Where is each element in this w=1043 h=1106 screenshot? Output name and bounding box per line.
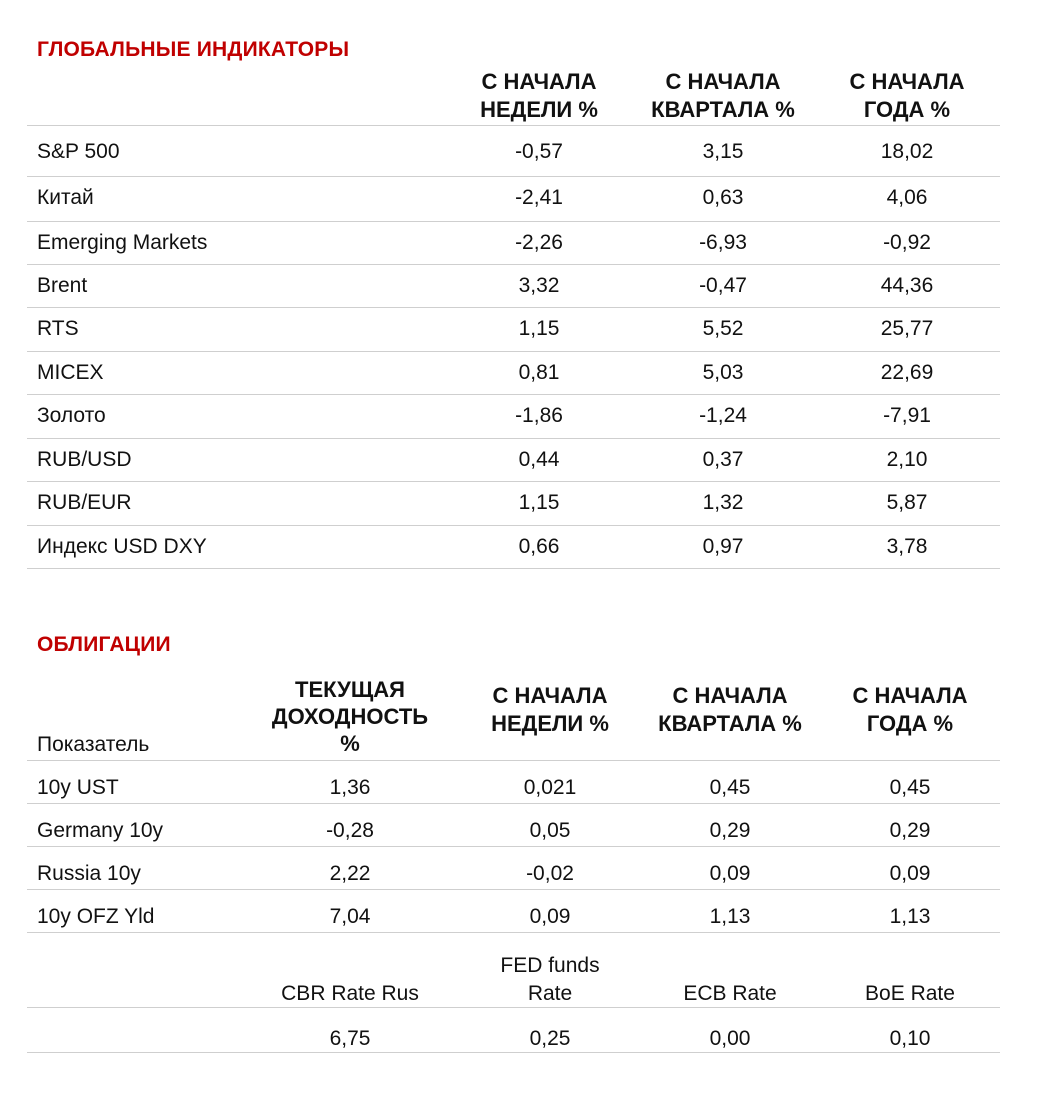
row-label: S&P 500 — [37, 140, 120, 163]
row-value: 22,69 — [880, 361, 934, 384]
header-line: КВАРТАЛА % — [658, 711, 802, 736]
header-line: ТЕКУЩАЯ — [295, 677, 405, 702]
row-value: 5,03 — [702, 361, 744, 384]
row-value: -1,24 — [699, 404, 747, 427]
header-line: Rate — [527, 982, 573, 1005]
table-row — [27, 804, 1000, 847]
row-value: 3,15 — [702, 140, 744, 163]
header-line: % — [340, 731, 360, 756]
row-value: 1,13 — [889, 905, 931, 928]
row-value: -0,02 — [526, 862, 574, 885]
row-value: -2,41 — [515, 186, 563, 209]
row-label: Китай — [37, 186, 94, 209]
rates-header-rule — [27, 1007, 1000, 1008]
row-value: 0,81 — [518, 361, 560, 384]
header-line: НЕДЕЛИ % — [491, 711, 609, 736]
row-value: 0,09 — [529, 905, 571, 928]
header-line: ГОДА % — [866, 711, 954, 736]
row-value: 3,78 — [886, 535, 928, 558]
row-value: -0,57 — [515, 140, 563, 163]
global-column-header — [480, 68, 598, 124]
row-label: MICEX — [37, 361, 104, 384]
rate-value: 6,75 — [329, 1027, 371, 1050]
row-value: -0,47 — [699, 274, 747, 297]
row-label: Germany 10y — [37, 819, 164, 842]
row-value: -1,86 — [515, 404, 563, 427]
row-value: 0,63 — [702, 186, 744, 209]
table-row — [27, 177, 1000, 222]
row-value: 1,32 — [702, 491, 744, 514]
table-row — [27, 126, 1000, 177]
table-row — [27, 482, 1000, 526]
table-row — [27, 265, 1000, 308]
bonds-column-header — [272, 676, 428, 757]
row-label: 10y UST — [37, 776, 119, 799]
table-row — [27, 761, 1000, 804]
global-column-header — [849, 68, 964, 124]
table-row — [27, 526, 1000, 569]
header-line: КВАРТАЛА % — [651, 97, 795, 122]
rate-value: 0,00 — [709, 1027, 751, 1050]
global-indicators-title: ГЛОБАЛЬНЫЕ ИНДИКАТОРЫ — [37, 38, 350, 61]
header-line: С НАЧАЛА — [665, 69, 781, 94]
rates-column-header — [281, 980, 419, 1008]
header-line: CBR Rate Rus — [281, 982, 419, 1005]
global-column-header — [651, 68, 795, 124]
bonds-first-header: Показатель — [37, 733, 150, 756]
row-value: 2,10 — [886, 448, 928, 471]
row-value: 0,44 — [518, 448, 560, 471]
row-label: Индекс USD DXY — [37, 535, 207, 558]
bonds-column-header — [491, 682, 609, 738]
row-value: 5,87 — [886, 491, 928, 514]
row-label: Russia 10y — [37, 862, 141, 885]
row-value: 1,15 — [518, 491, 560, 514]
row-value: -0,28 — [326, 819, 374, 842]
row-value: 0,29 — [889, 819, 931, 842]
row-value: 4,06 — [886, 186, 928, 209]
row-label: RTS — [37, 317, 79, 340]
row-value: 3,32 — [518, 274, 560, 297]
row-label: RUB/USD — [37, 448, 132, 471]
row-value: 1,13 — [709, 905, 751, 928]
row-value: -6,93 — [699, 231, 747, 254]
rates-column-header — [865, 980, 955, 1008]
row-value: 7,04 — [329, 905, 371, 928]
row-value: 0,66 — [518, 535, 560, 558]
table-row — [27, 222, 1000, 265]
row-value: 0,021 — [523, 776, 577, 799]
header-line: С НАЧАЛА — [852, 683, 968, 708]
row-value: 44,36 — [880, 274, 934, 297]
row-value: 18,02 — [880, 140, 934, 163]
row-label: RUB/EUR — [37, 491, 132, 514]
row-value: 0,05 — [529, 819, 571, 842]
header-line: BoE Rate — [865, 982, 955, 1005]
rates-bottom-rule — [27, 1052, 1000, 1053]
table-row — [27, 352, 1000, 395]
rate-value: 0,25 — [529, 1027, 571, 1050]
rates-column-header — [683, 980, 776, 1008]
row-value: 0,97 — [702, 535, 744, 558]
row-label: Emerging Markets — [37, 231, 208, 254]
bonds-column-header — [852, 682, 967, 738]
row-value: 1,36 — [329, 776, 371, 799]
row-value: 5,52 — [702, 317, 744, 340]
header-line: С НАЧАЛА — [849, 69, 965, 94]
table-row — [27, 890, 1000, 933]
header-line: FED funds — [500, 954, 600, 977]
header-line: С НАЧАЛА — [492, 683, 608, 708]
bonds-column-header — [658, 682, 802, 738]
header-line: С НАЧАЛА — [672, 683, 788, 708]
table-row — [27, 395, 1000, 439]
row-value: 0,45 — [709, 776, 751, 799]
table-row — [27, 308, 1000, 352]
row-value: 0,09 — [889, 862, 931, 885]
row-value: 0,09 — [709, 862, 751, 885]
row-label: Золото — [37, 404, 106, 427]
header-line: НЕДЕЛИ % — [480, 97, 598, 122]
header-line: С НАЧАЛА — [481, 69, 597, 94]
header-line: ГОДА % — [863, 97, 951, 122]
row-label: 10y OFZ Yld — [37, 905, 155, 928]
row-value: -2,26 — [515, 231, 563, 254]
row-value: 0,37 — [702, 448, 744, 471]
header-line: ДОХОДНОСТЬ — [271, 704, 429, 729]
table-row — [27, 439, 1000, 482]
rate-value: 0,10 — [889, 1027, 931, 1050]
row-value: 25,77 — [880, 317, 934, 340]
row-value: 0,29 — [709, 819, 751, 842]
table-row — [27, 847, 1000, 890]
row-label: Brent — [37, 274, 88, 297]
row-value: 1,15 — [518, 317, 560, 340]
row-value: 0,45 — [889, 776, 931, 799]
row-value: 2,22 — [329, 862, 371, 885]
row-value: -0,92 — [883, 231, 931, 254]
header-line: ECB Rate — [683, 982, 777, 1005]
bonds-title: ОБЛИГАЦИИ — [37, 633, 171, 656]
rates-column-header — [500, 952, 599, 1008]
row-value: -7,91 — [883, 404, 931, 427]
